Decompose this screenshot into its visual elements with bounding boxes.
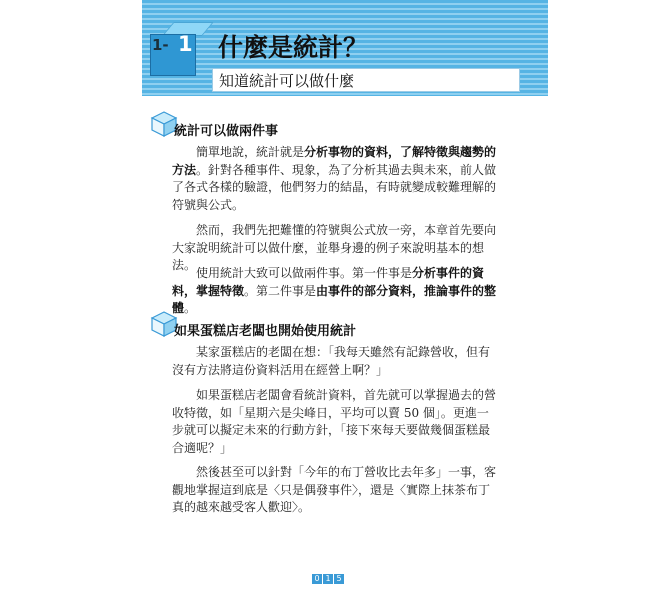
- emphasis-text: 由事件的部分資料，推論事件的整體: [172, 283, 497, 315]
- subtitle-box: [212, 68, 520, 92]
- body-text: 然後甚至可以針對「今年的布丁營收比去年多」一事，客觀地掌握這到底是〈只是偶發事件〉，還是〈實際上抹茶布丁真的越來越受客人歡迎〉。: [172, 465, 497, 514]
- chapter-prefix: 1-: [152, 36, 169, 54]
- section-heading-1: 統計可以做兩件事: [174, 124, 279, 139]
- page-digit: 5: [334, 574, 344, 584]
- page-digit: 0: [312, 574, 322, 584]
- body-text: 。: [184, 301, 197, 315]
- body-text: 簡單地說，統計就是: [196, 145, 305, 159]
- body-text: 然而，我們先把難懂的符號與公式放一旁，本章首先要向大家說明統計可以做什麼，並舉身邊的例子來說明基本的想法。: [172, 223, 497, 272]
- subtitle: 知道統計可以做什麼: [219, 72, 355, 90]
- body-text: 某家蛋糕店的老闆在想：「我每天雖然有記錄營收，但有沒有方法將這份資料活用在經營上啊？」: [172, 345, 491, 377]
- section-1-paragraph-3: [172, 265, 498, 318]
- chapter-title: 什麼是統計？: [218, 33, 369, 62]
- section-2-paragraph-1: [172, 344, 498, 379]
- body-text: 。第二件事是: [244, 283, 317, 298]
- section-1-paragraph-1: [172, 144, 498, 214]
- body-text: 。針對各種事件、現象，為了分析其過去與未來，前人做了各式各樣的驗證，他們努力的結晶，有時就變成較難理解的符號與公式。: [172, 162, 497, 212]
- section-2-paragraph-3: [172, 464, 498, 517]
- page-number: [312, 574, 344, 584]
- body-text: 如果蛋糕店老闆會看統計資料，首先就可以掌握過去的營收特徵，如「星期六是尖峰日，平均可以賣 50 個」。更進一步就可以擬定未來的行動方針，「接下來每天要做幾個蛋糕最合適呢？」: [172, 388, 497, 455]
- section-2-paragraph-2: [172, 387, 498, 457]
- emphasis-text: 分析事物的資料，了解特徵與趨勢的方法: [172, 145, 497, 177]
- emphasis-text: 分析事件的資料，掌握特徵: [172, 266, 485, 298]
- body-text: 使用統計大致可以做兩件事。第一件事是: [196, 266, 413, 280]
- page-digit: 1: [323, 574, 333, 584]
- chapter-number: 1: [178, 32, 193, 56]
- section-heading-2: 如果蛋糕店老闆也開始使用統計: [174, 324, 357, 339]
